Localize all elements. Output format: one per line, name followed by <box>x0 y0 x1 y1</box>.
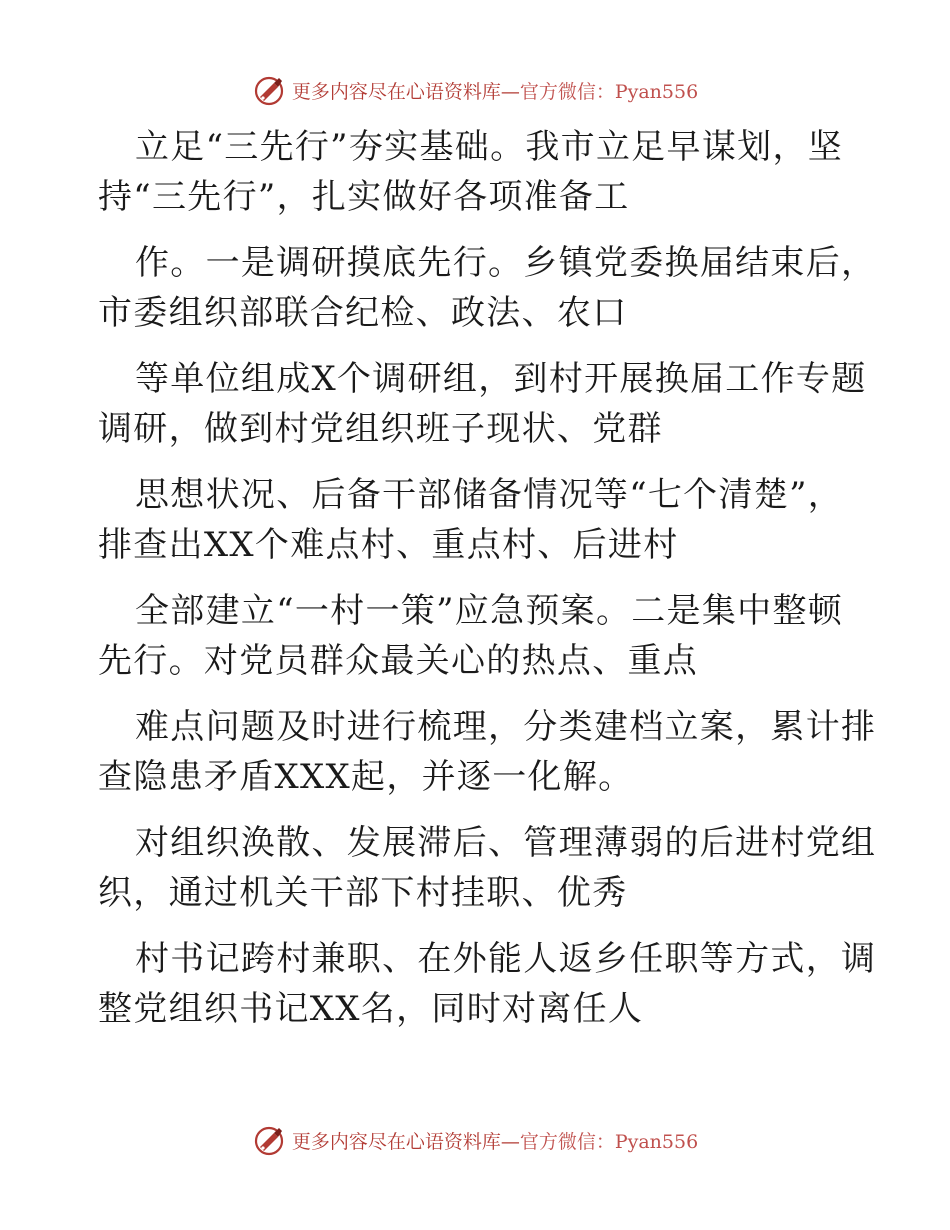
paragraph-line: 调研，做到村党组织班子现状、党群 <box>98 409 663 449</box>
pen-logo-icon <box>252 1123 286 1157</box>
header-watermark-text <box>292 77 698 104</box>
paragraph-line: 作。一是调研摸底先行。乡镇党委换届结束后， <box>135 243 877 283</box>
footer-watermark-banner <box>0 1120 950 1160</box>
paragraph <box>98 818 877 918</box>
paragraph-line: 查隐患矛盾XXX起，并逐一化解。 <box>98 757 634 797</box>
paragraph <box>98 354 867 454</box>
paragraph-line: 织，通过机关干部下村挂职、优秀 <box>98 873 628 913</box>
footer-library-text: 更多内容尽在心语资料库 <box>291 1130 501 1153</box>
footer-dash: — <box>500 1130 520 1153</box>
paragraph-line: 持“三先行”，扎实做好各项准备工 <box>98 177 630 217</box>
paragraph-line: 村书记跨村兼职、在外能人返乡任职等方式，调 <box>135 939 877 979</box>
footer-watermark-text <box>292 1127 698 1154</box>
paragraph <box>98 934 877 1034</box>
document-body <box>98 122 877 1050</box>
paragraph-line: 全部建立“一村一策”应急预案。二是集中整顿 <box>135 591 844 631</box>
footer-wechat-text: 官方微信：Pyan556 <box>519 1130 699 1153</box>
paragraph-line: 排查出XX个难点村、重点村、后进村 <box>98 525 679 565</box>
paragraph-line: 立足“三先行”夯实基础。我市立足早谋划，坚 <box>135 127 844 167</box>
paragraph <box>98 238 877 338</box>
header-library-text: 更多内容尽在心语资料库 <box>291 80 501 103</box>
header-wechat-text: 官方微信：Pyan556 <box>519 80 699 103</box>
paragraph <box>98 702 877 802</box>
paragraph-line: 整党组织书记XX名，同时对离任人 <box>98 989 644 1029</box>
paragraph-line: 先行。对党员群众最关心的热点、重点 <box>98 641 699 681</box>
header-dash: — <box>500 80 520 103</box>
paragraph <box>98 586 858 686</box>
pen-logo-icon <box>252 73 286 107</box>
paragraph-line: 思想状况、后备干部储备情况等“七个清楚”， <box>135 475 844 515</box>
paragraph-line: 难点问题及时进行梳理，分类建档立案，累计排 <box>135 707 877 747</box>
paragraph <box>98 122 858 222</box>
paragraph <box>98 470 858 570</box>
header-watermark-banner <box>0 70 950 110</box>
paragraph-line: 等单位组成X个调研组，到村开展换届工作专题 <box>135 359 867 399</box>
paragraph-line: 市委组织部联合纪检、政法、农口 <box>98 293 628 333</box>
paragraph-line: 对组织涣散、发展滞后、管理薄弱的后进村党组 <box>135 823 877 863</box>
